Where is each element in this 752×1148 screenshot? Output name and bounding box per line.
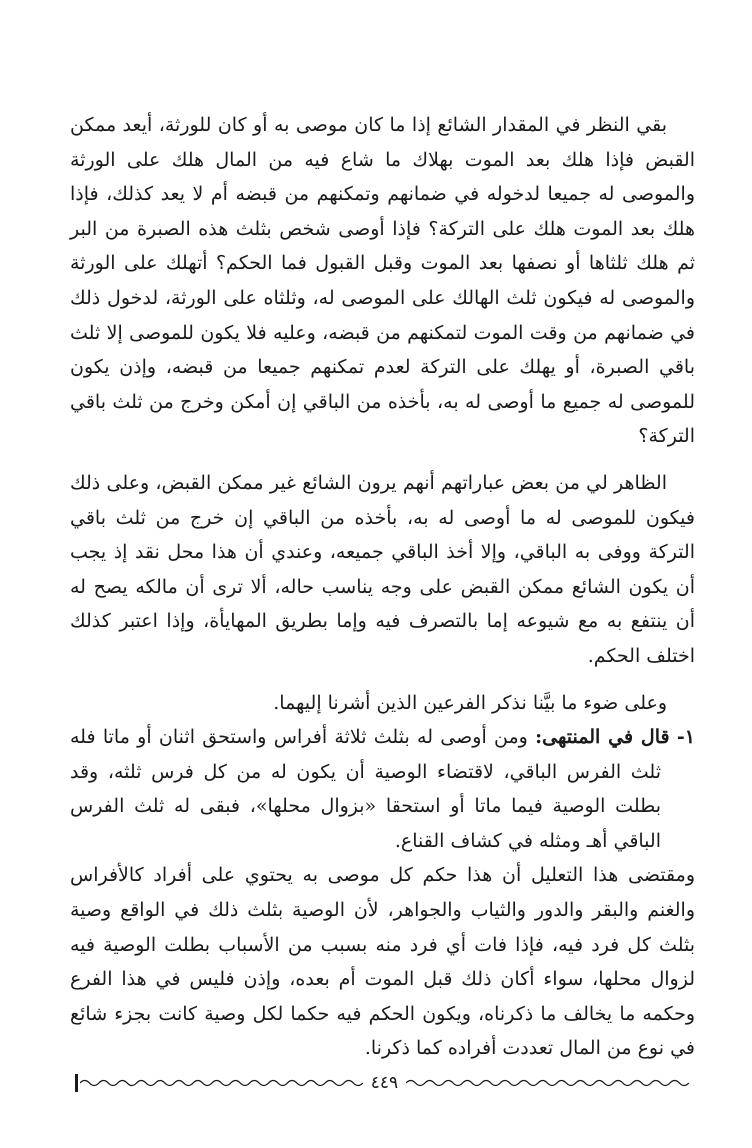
item-body: ومن أوصى له بثلث ثلاثة أفراس واستحق اثنان أو ماتا فله ثلث الفرس الباقي، لاقتضاء الوصية أن يكون له من كل فرس ثلثه، وقد بطلت الوصية فيما ماتا أو استحقا «بزوال محلها»، فبقى له ثلث الفرس الباقي أهـ ومثله في كشاف القناع. [70,726,661,852]
numbered-item-1 [70,720,695,858]
page-body [70,108,695,1066]
page-footer [75,1068,689,1098]
footer-end-bar [75,1074,78,1092]
paragraph-2: الظاهر لي من بعض عباراتهم أنهم يرون الشائع غير ممكن القبض، وعلى ذلك فيكون للموصى له ما أوصى له به، بأخذه من الباقي إن خرج من ثلث باقي التركة ووفى به الباقي، وإلا أخذ الباقي جميعه، وعندي أن هذا محل نقد إذ يجب أن يكون الشائع ممكن القبض على وجه يناسب حاله، ألا ترى أن مالكه يصح له أن ينتفع به مع شيوعه إما بالتصرف فيه وإما بطريق المهايأة، وإذا اعتبر كذلك اختلف الحكم. [70,471,695,667]
page-number: ٤٤٩ [370,1073,399,1093]
paragraph-4: ومقتضى هذا التعليل أن هذا حكم كل موصى به يحتوي على أفراد كالأفراس والغنم والبقر والدور والثياب والجواهر، لأن الوصية بثلث ذلك في الواقع وصية بثلث كل فرد فيه، فإذا فات أي فرد منه بسبب من الأسباب بطلت الوصية فيه لزوال محلها، سواء أكان ذلك قبل الموت أم بعده، وإذن فليس في هذا الفرع وحكمه ما يخالف ما ذكرناه، ويكون الحكم فيه حكما لكل وصية كانت بجزء شائع في نوع من المال تعددت أفراده كما ذكرنا. [70,864,695,1060]
paragraph-1: بقي النظر في المقدار الشائع إذا ما كان موصى به أو كان للورثة، أيعد ممكن القبض فإذا هلك بعد الموت بهلاك ما شاع فيه من المال هلك على الورثة والموصى له جميعا لدخوله في ضمانهم وتمكنهم من قبضه أم لا يعد كذلك، فإذا هلك بعد الموت هلك على التركة؟ فإذا أوصى شخص بثلث هذه الصبرة من البر ثم هلك ثلثاها أو نصفها بعد الموت وقبل القبول فما الحكم؟ أتهلك على الورثة والموصى له فيكون ثلث الهالك على الموصى له، وثلثاه على الورثة، لدخول ذلك في ضمانهم من وقت الموت لتمكنهم من قبضه، وعليه فلا يكون للموصى إلا ثلث باقي الصبرة، أو يهلك على التركة لعدم تمكنهم جميعا من قبضه، وإذن يكون للموصى له جميع ما أوصى له به، بأخذه من الباقي إن أمكن وخرج من ثلث باقي التركة؟ [70,114,695,448]
item-number: ١- [676,726,696,749]
item-lead: قال في المنتهى: [535,726,670,749]
footer-wave-left [80,1076,363,1090]
paragraph-3: وعلى ضوء ما بيَّنا نذكر الفرعين الذين أشرنا إليهما. [273,691,667,714]
footer-wave-right [406,1076,689,1090]
